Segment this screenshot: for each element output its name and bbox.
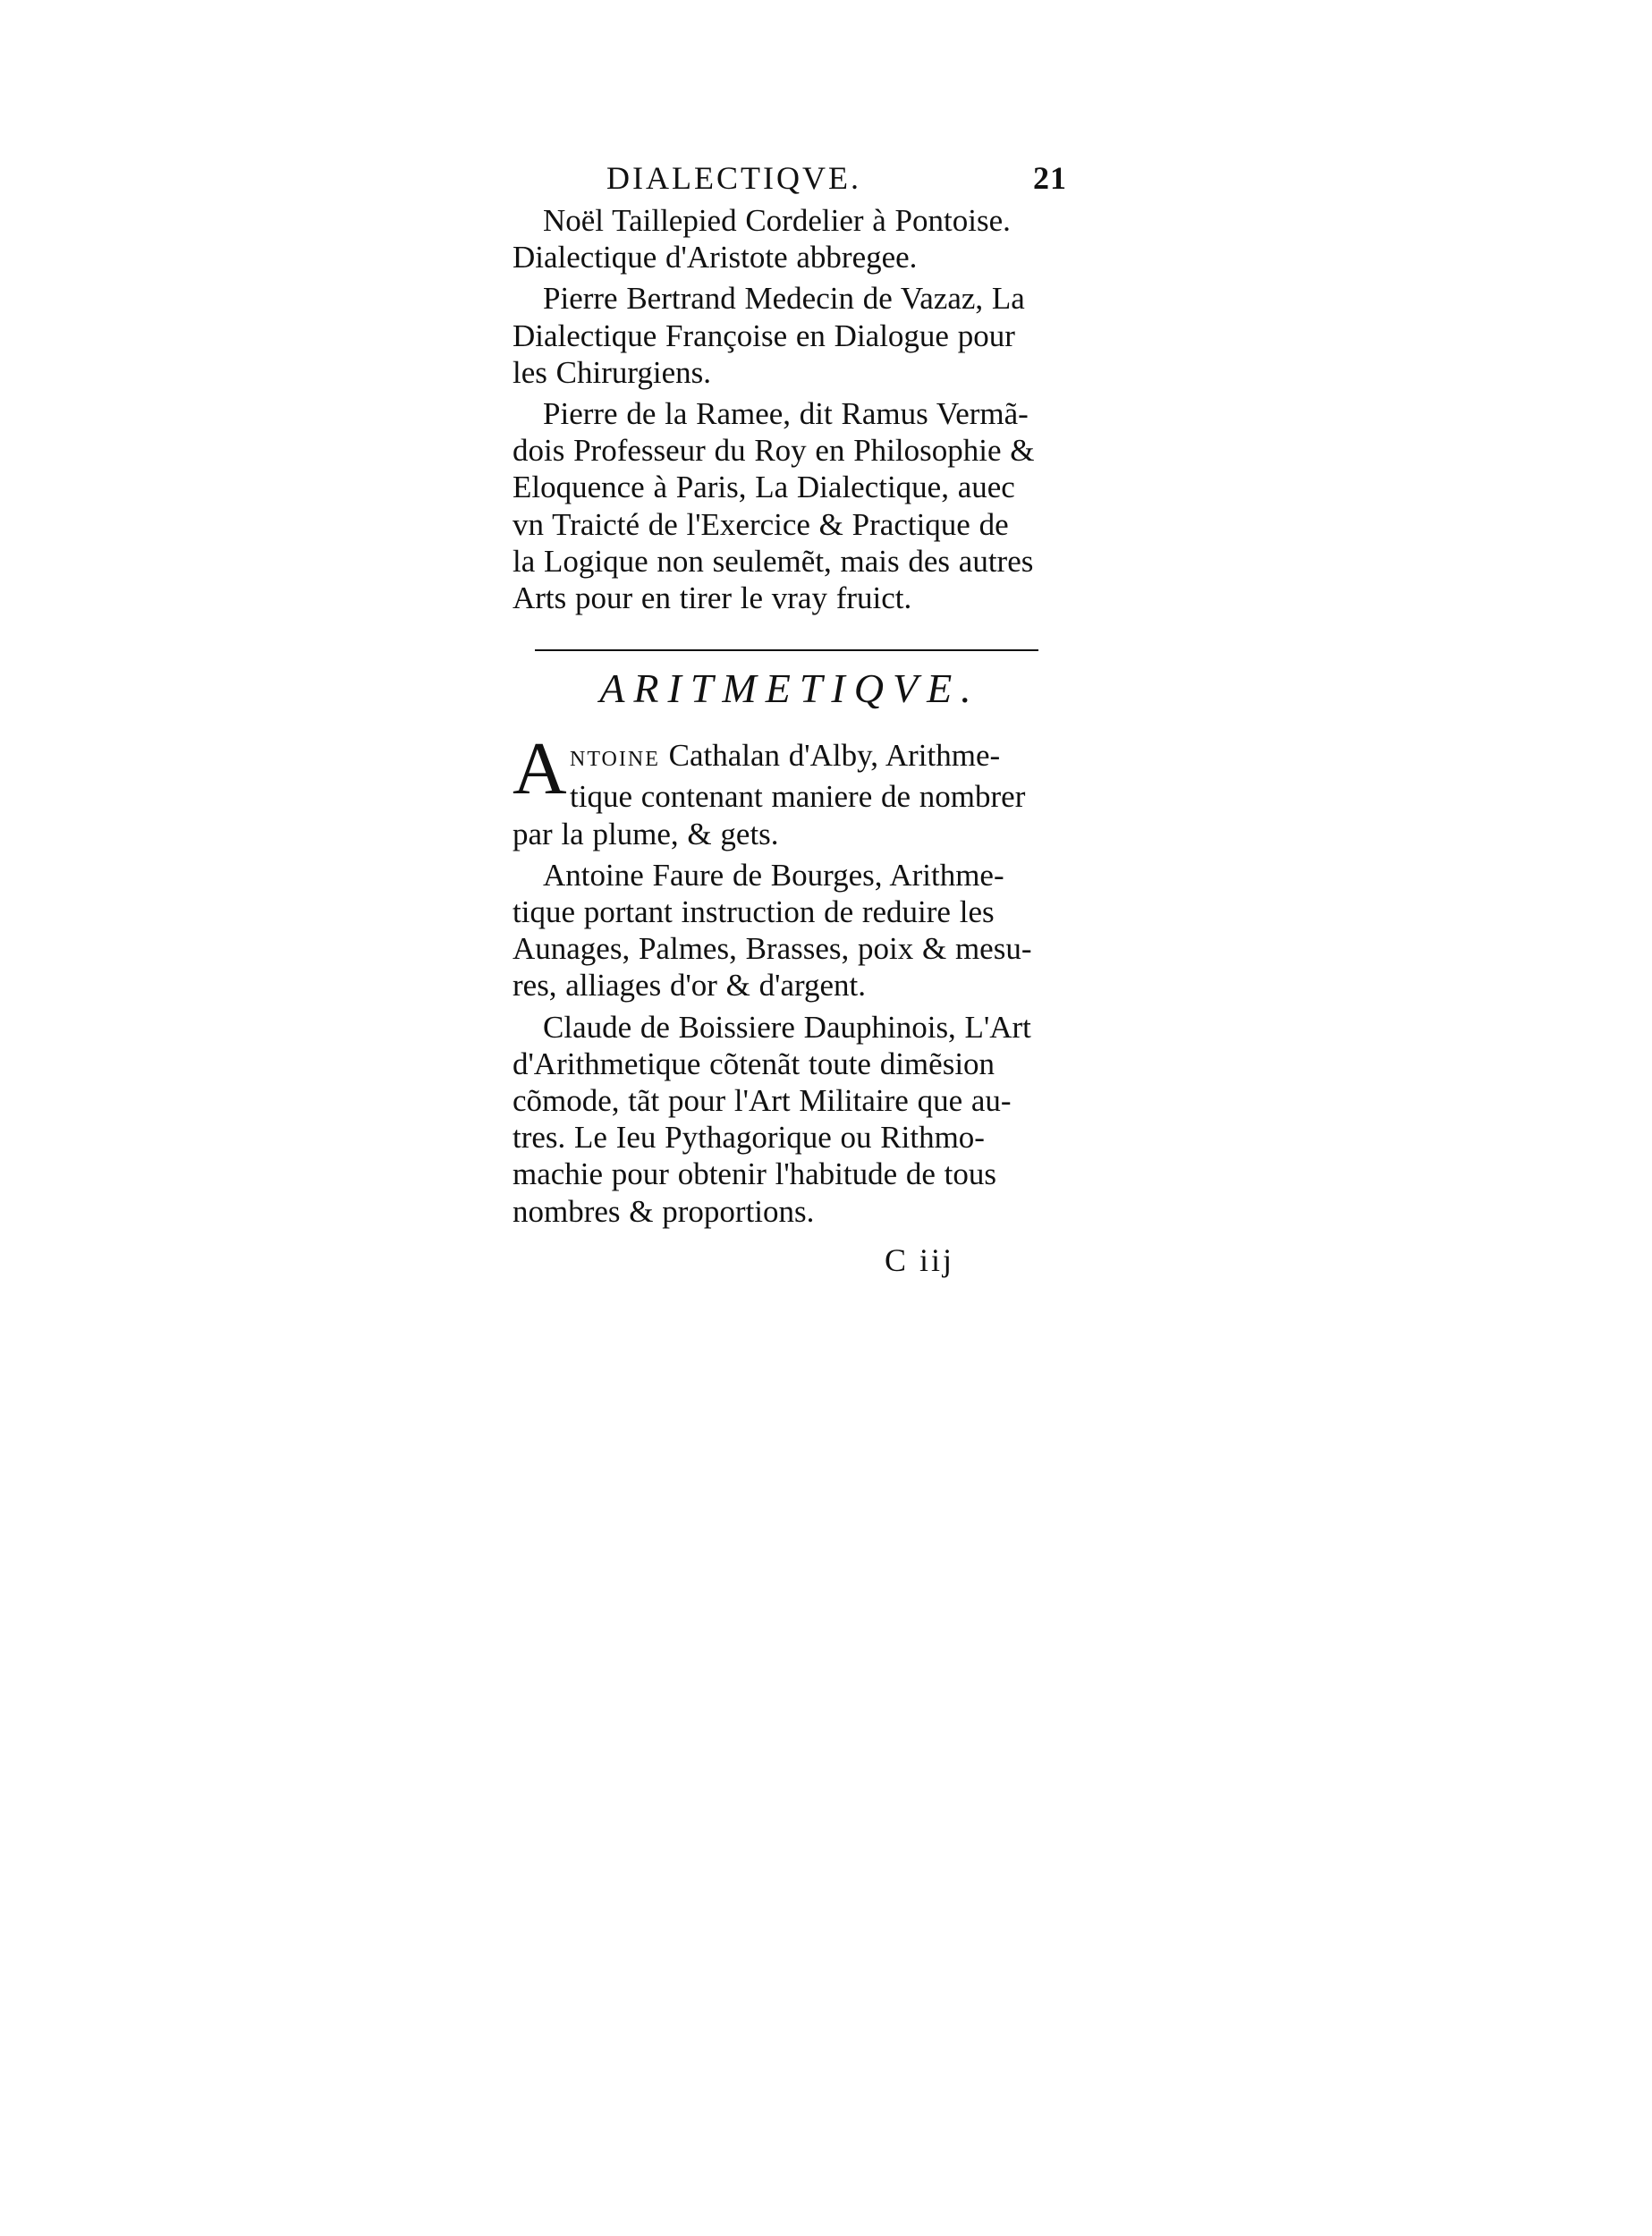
section-divider-rule bbox=[535, 649, 1038, 651]
text-line: Pierre Bertrand Medecin de Vazaz, La bbox=[543, 281, 1025, 317]
drop-cap-initial: A bbox=[513, 727, 567, 811]
text-line: d'Arithmetique cõtenãt toute dimẽsion bbox=[513, 1046, 995, 1081]
page-number: 21 bbox=[1033, 160, 1067, 196]
text-line: Eloquence à Paris, La Dialectique, auec bbox=[513, 470, 1015, 505]
bibliography-entry bbox=[513, 202, 1067, 275]
signature-mark: C iij bbox=[885, 1241, 955, 1278]
text-line: cõmode, tãt pour l'Art Militaire que au- bbox=[513, 1083, 1012, 1119]
text-line bbox=[513, 737, 1067, 778]
text-line: nombres & proportions. bbox=[513, 1193, 815, 1229]
text-line: la Logique non seulemẽt, mais des autres bbox=[513, 543, 1034, 579]
text-line: res, alliages d'or & d'argent. bbox=[513, 968, 867, 1004]
bibliography-entry bbox=[513, 395, 1067, 616]
text-line: tres. Le Ieu Pythagorique ou Rithmo- bbox=[513, 1120, 985, 1156]
text-line: tique portant instruction de reduire les bbox=[513, 894, 995, 930]
text-line: Pierre de la Ramee, dit Ramus Vermã- bbox=[543, 396, 1029, 432]
text-line: Dialectique d'Aristote abbregee. bbox=[513, 240, 918, 275]
bibliography-entry bbox=[513, 727, 1067, 852]
running-head bbox=[513, 159, 1067, 202]
text-line: Claude de Boissiere Dauphinois, L'Art bbox=[543, 1009, 1031, 1045]
smallcaps-name: NTOINE bbox=[570, 748, 660, 772]
text-line: dois Professeur du Roy en Philosophie & bbox=[513, 433, 1035, 469]
text-line: Antoine Faure de Bourges, Arithme- bbox=[543, 857, 1004, 893]
page-text-block bbox=[513, 159, 1067, 1280]
text-line: les Chirurgiens. bbox=[513, 354, 712, 390]
text-line: Aunages, Palmes, Brasses, poix & mesu- bbox=[513, 931, 1032, 967]
bibliography-entry bbox=[513, 1009, 1067, 1230]
text-fragment: Cathalan d'Alby, Arithme- bbox=[659, 738, 1001, 774]
text-line: vn Traicté de l'Exercice & Practique de bbox=[513, 506, 1009, 542]
text-line: Dialectique Françoise en Dialogue pour bbox=[513, 318, 1015, 353]
bibliography-entry bbox=[513, 857, 1067, 1004]
running-title: DIALECTIQVE. bbox=[606, 160, 861, 196]
text-line: par la plume, & gets. bbox=[513, 816, 779, 851]
text-line: tique contenant maniere de nombrer bbox=[570, 779, 1026, 815]
text-line: Noël Taillepied Cordelier à Pontoise. bbox=[543, 203, 1011, 238]
text-line: machie pour obtenir l'habitude de tous bbox=[513, 1156, 997, 1192]
bibliography-entry bbox=[513, 280, 1067, 391]
text-line: Arts pour en tirer le vray fruict. bbox=[513, 580, 912, 616]
section-heading: ARITMETIQVE. bbox=[599, 665, 980, 712]
